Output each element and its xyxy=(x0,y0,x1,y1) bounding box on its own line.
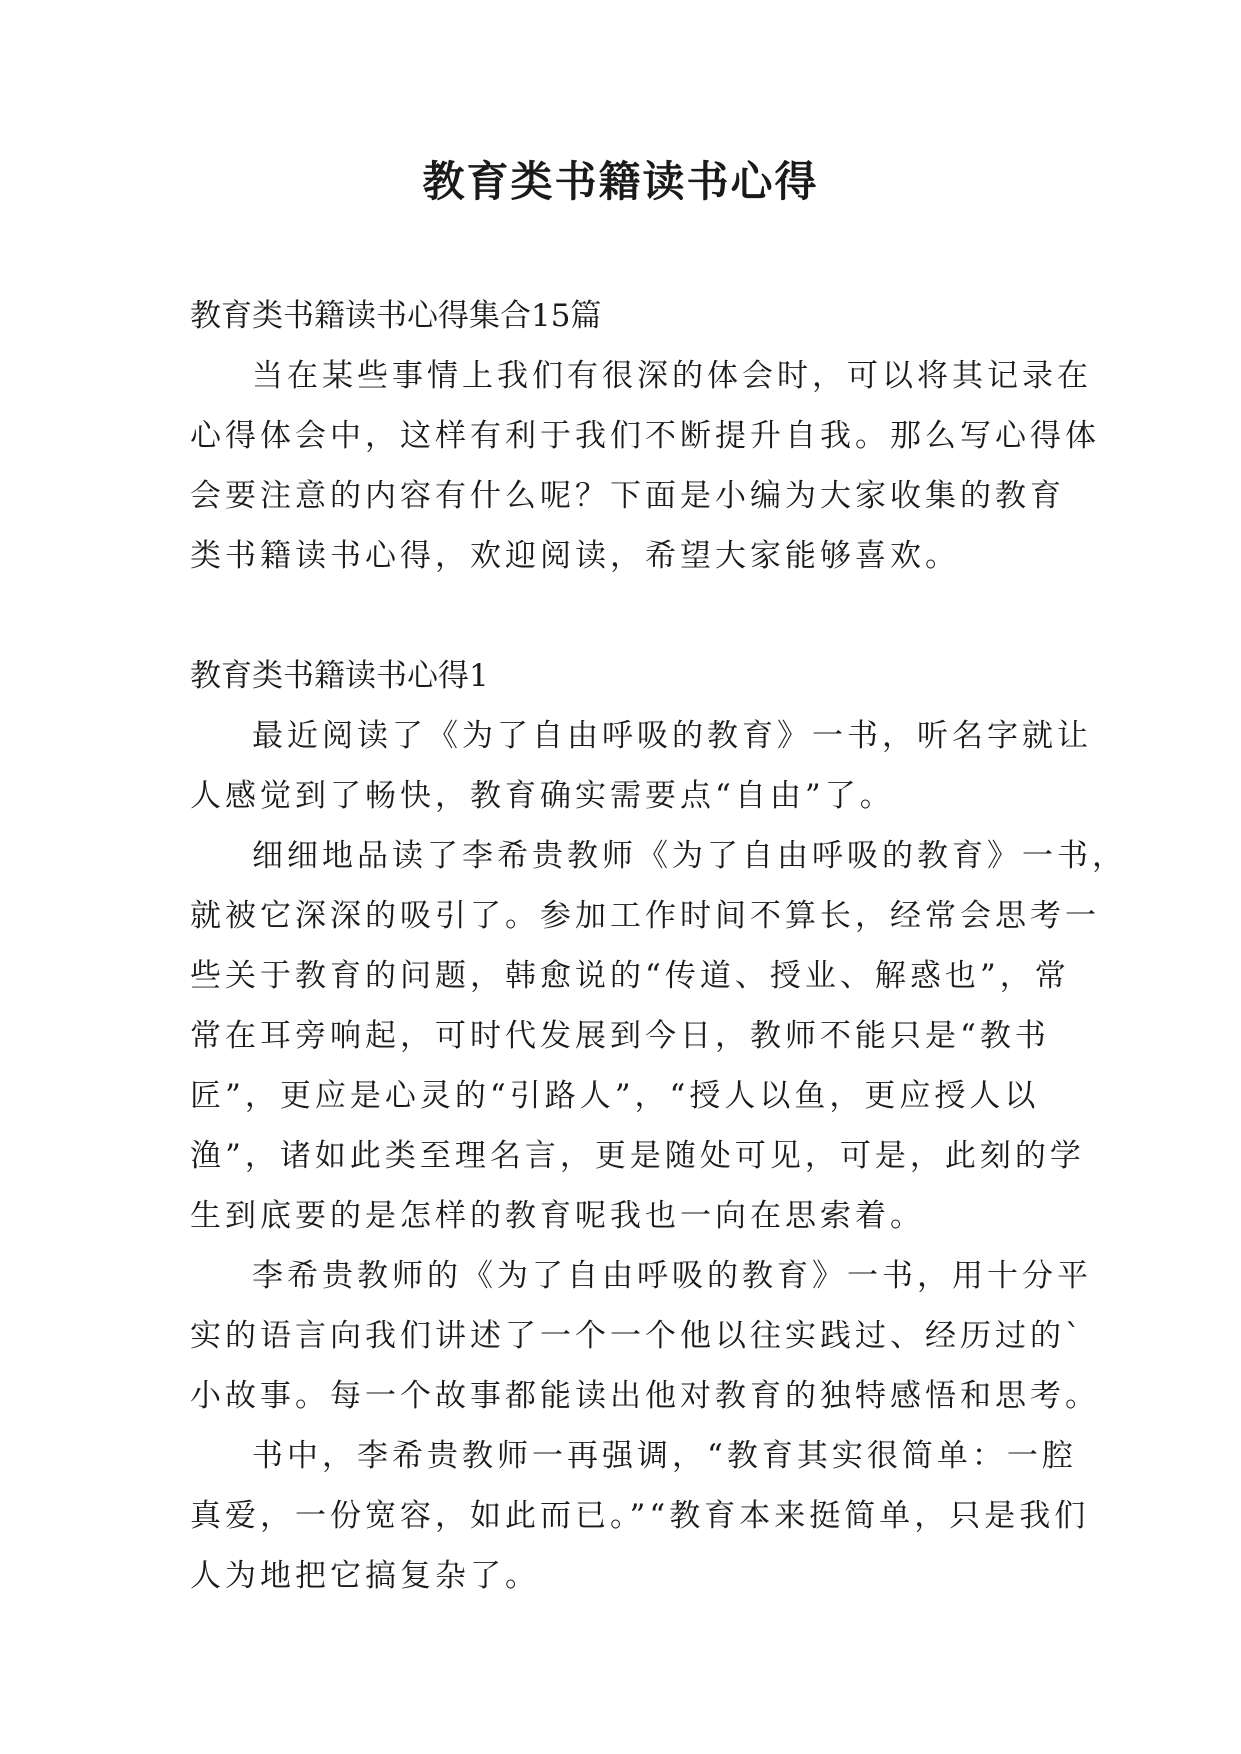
document-subtitle: 教育类书籍读书心得集合15篇 xyxy=(190,298,602,334)
intro-line: 类书籍读书心得，欢迎阅读，希望大家能够喜欢。 xyxy=(190,538,960,574)
paragraph-line: 常在耳旁响起，可时代发展到今日，教师不能只是“教书 xyxy=(190,1018,1050,1054)
paragraph-line: 实的语言向我们讲述了一个一个他以往实践过、经历过的` xyxy=(190,1318,1085,1354)
document-body xyxy=(190,286,1127,1606)
paragraph-line: 生到底要的是怎样的教育呢我也一向在思索着。 xyxy=(190,1198,925,1234)
document-title: 教育类书籍读书心得 xyxy=(422,157,819,206)
paragraph-line: 李希贵教师的《为了自由呼吸的教育》一书，用十分平 xyxy=(252,1258,1092,1294)
paragraph-line: 就被它深深的吸引了。参加工作时间不算长，经常会思考一 xyxy=(190,898,1100,934)
intro-paragraph xyxy=(190,346,1100,586)
paragraph-line: 些关于教育的问题，韩愈说的“传道、授业、解惑也”，常 xyxy=(190,958,1070,994)
body-paragraph xyxy=(190,1426,1090,1606)
intro-line: 心得体会中，这样有利于我们不断提升自我。那么写心得体 xyxy=(190,418,1100,454)
paragraph-line: 细细地品读了李希贵教师《为了自由呼吸的教育》一书， xyxy=(252,838,1127,874)
paragraph-line: 渔”，诸如此类至理名言，更是随处可见，可是，此刻的学 xyxy=(190,1138,1085,1174)
body-paragraph xyxy=(190,1246,1100,1426)
paragraph-line: 小故事。每一个故事都能读出他对教育的独特感悟和思考。 xyxy=(190,1378,1100,1414)
paragraph-line: 人为地把它搞复杂了。 xyxy=(190,1558,540,1594)
body-paragraph xyxy=(190,826,1127,1246)
paragraph-line: 最近阅读了《为了自由呼吸的教育》一书，听名字就让 xyxy=(252,718,1092,754)
paragraph-line: 书中，李希贵教师一再强调，“教育其实很简单：一腔 xyxy=(252,1438,1077,1474)
paragraph-line: 匠”，更应是心灵的“引路人”，“授人以鱼，更应授人以 xyxy=(190,1078,1040,1114)
section-heading: 教育类书籍读书心得1 xyxy=(190,658,489,694)
intro-line: 当在某些事情上我们有很深的体会时，可以将其记录在 xyxy=(252,358,1092,394)
intro-line: 会要注意的内容有什么呢？下面是小编为大家收集的教育 xyxy=(190,478,1065,514)
body-paragraph xyxy=(190,706,1092,826)
paragraph-line: 人感觉到了畅快，教育确实需要点“自由”了。 xyxy=(190,778,895,814)
paragraph-line: 真爱，一份宽容，如此而已。”“教育本来挺简单，只是我们 xyxy=(190,1498,1090,1534)
